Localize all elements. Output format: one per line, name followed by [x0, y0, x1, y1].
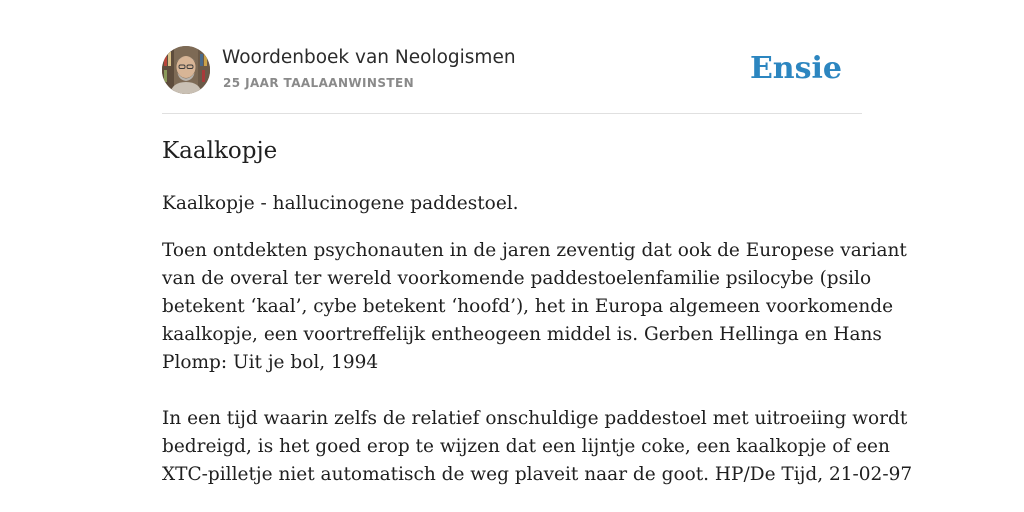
quote-line: In een tijd waarin zelfs de relatief onschuldige paddestoel met uitroeiing wordt	[162, 408, 908, 429]
entry-definition: Kaalkopje - hallucinogene paddestoel.	[162, 193, 519, 214]
page-title: Kaalkopje	[162, 138, 278, 164]
quote-line: Plomp: Uit je bol, 1994	[162, 352, 379, 373]
quote-paragraph	[162, 237, 907, 377]
author-portrait-icon	[162, 46, 210, 94]
quote-paragraph	[162, 405, 913, 489]
quote-line: Toen ontdekten psychonauten in de jaren zeventig dat ook de Europese variant	[162, 240, 907, 261]
quote-line: bedreigd, is het goed erop te wijzen dat een lijntje coke, een kaalkopje of een	[162, 436, 890, 457]
quote-line: van de overal ter wereld voorkomende paddestoelenfamilie psilocybe (psilo	[162, 268, 872, 289]
quote-line: XTC-pilletje niet automatisch de weg plaveit naar de goot. HP/De Tijd, 21-02-97	[162, 464, 913, 485]
header-divider	[162, 113, 862, 114]
avatar[interactable]	[162, 46, 210, 94]
page-header	[162, 46, 862, 96]
dictionary-subtitle: 25 JAAR TAALAANWINSTEN	[223, 76, 415, 90]
brand-logo[interactable]: Ensie	[749, 51, 842, 86]
dictionary-title[interactable]: Woordenboek van Neologismen	[222, 47, 516, 68]
quote-line: betekent ‘kaal’, cybe betekent ‘hoofd’), het in Europa algemeen voorkomende	[162, 296, 894, 317]
quote-line: kaalkopje, een voortreffelijk entheogeen middel is. Gerben Hellinga en Hans	[162, 324, 882, 345]
entry-quotes	[162, 237, 913, 512]
